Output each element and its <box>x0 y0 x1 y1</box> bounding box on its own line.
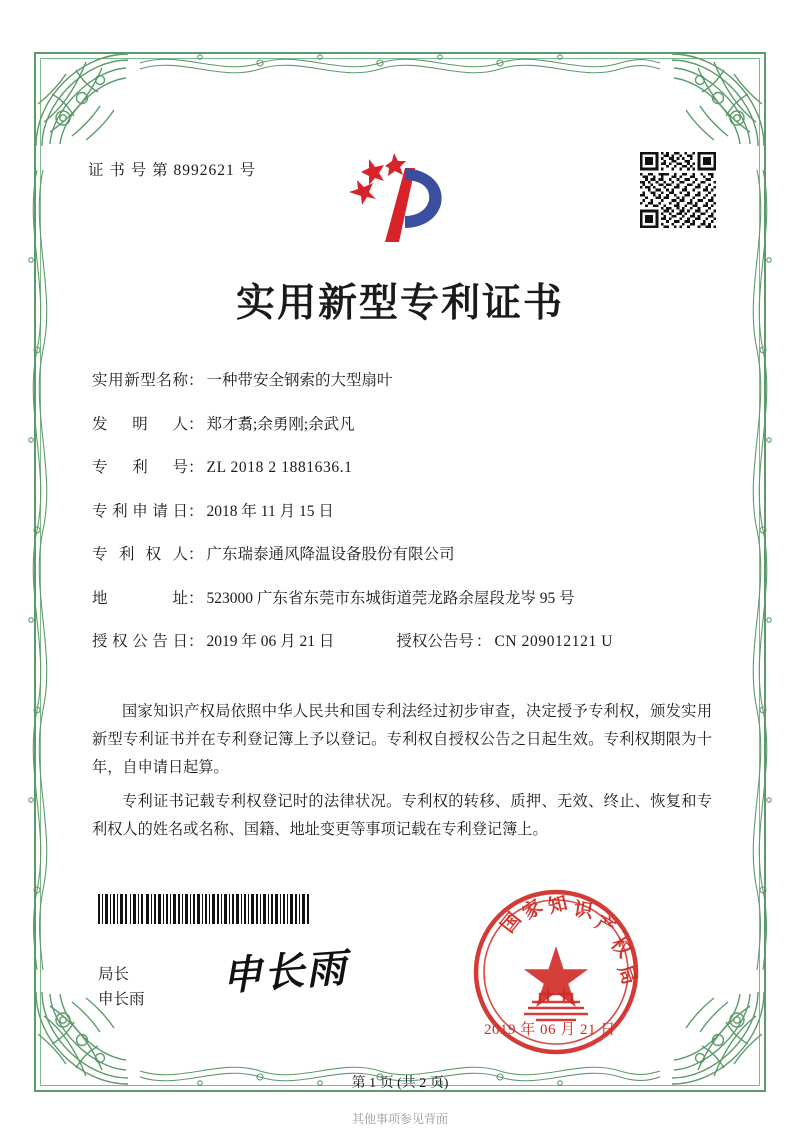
qr-code <box>640 152 716 228</box>
svg-text:局: 局 <box>613 962 641 988</box>
svg-text:权: 权 <box>606 933 636 962</box>
publication-number-value: CN 209012121 U <box>494 633 614 650</box>
field-colon: ： <box>188 633 204 650</box>
field-label: 实 用 新 型 名 称 <box>92 372 188 389</box>
publication-number-label: 授权公告号 <box>396 633 474 650</box>
field-list <box>92 368 712 673</box>
patentee-value: 广东瑞泰通风降温设备股份有限公司 <box>206 546 455 563</box>
application-date-value: 2018 年 11 月 15 日 <box>206 502 334 520</box>
svg-text:家: 家 <box>518 895 547 925</box>
field-colon: ： <box>188 546 204 563</box>
field-row-patent-number <box>92 455 712 477</box>
director-label: 局长 <box>98 966 130 983</box>
field-colon: ： <box>188 502 204 520</box>
svg-text:知: 知 <box>545 891 570 918</box>
page-number: 第 1 页 (共 2 页) <box>351 1076 449 1091</box>
field-label: 地 址 <box>92 589 188 607</box>
field-row-address <box>92 586 712 608</box>
legal-paragraph-1: 国家知识产权局依照中华人民共和国专利法经过初步审查，决定授予专利权，颁发实用新型专利证书并在专利登记簿上予以登记。专利权自授权公告之日起生效。专利权期限为十年，自申请日起算。 <box>92 703 712 776</box>
field-label: 专 利 号 <box>92 459 188 476</box>
field-colon: ： <box>188 372 204 389</box>
field-label: 专 利 申 请 日 <box>92 502 188 520</box>
director-name: 申长雨 <box>98 991 145 1008</box>
legal-paragraph-2: 专利证书记载专利权登记时的法律状况。专利权的转移、质押、无效、终止、恢复和专利权人的姓名或名称、国籍、地址变更等事项记载在专利登记簿上。 <box>92 793 712 838</box>
address-value: 523000 广东省东莞市东城街道莞龙路余屋段龙岑 95 号 <box>206 589 575 607</box>
field-row-patentee <box>92 542 712 564</box>
field-colon: ： <box>475 633 492 650</box>
inventor-value: 郑才翥;余勇刚;余武凡 <box>206 415 355 433</box>
field-row-grant-announcement <box>92 629 712 651</box>
field-label: 授 权 公 告 日 <box>92 633 188 650</box>
utility-model-name-value: 一种带安全钢索的大型扇叶 <box>206 372 393 389</box>
seal-date: 2019 年 06 月 21 日 <box>484 1022 616 1038</box>
patent-number-value: ZL 2018 2 1881636.1 <box>206 459 353 476</box>
cnipa-patent-logo-icon <box>345 150 455 250</box>
field-row-inventor <box>92 412 712 434</box>
page-title: 实用新型专利证书 <box>235 281 564 326</box>
field-label: 发 明 人 <box>92 415 188 433</box>
field-colon: ： <box>188 415 204 433</box>
grant-date-value: 2019 年 06 月 21 日 <box>206 633 335 650</box>
bottom-note: 其他事项参见背面 <box>351 1112 448 1126</box>
field-row-utility-model-name <box>92 368 712 390</box>
legal-text <box>92 698 712 850</box>
handwritten-signature: 申长雨 <box>220 944 350 1000</box>
field-colon: ： <box>188 459 204 476</box>
field-colon: ： <box>188 589 204 607</box>
field-row-application-date <box>92 499 712 521</box>
signature-block <box>98 962 145 1012</box>
svg-text:国: 国 <box>496 908 526 938</box>
svg-text:产: 产 <box>591 911 619 940</box>
certificate-number: 证 书 号 第 8992621 号 <box>88 162 257 179</box>
barcode <box>98 894 310 924</box>
svg-text:识: 识 <box>572 898 595 923</box>
field-label: 专 利 权 人 <box>92 546 188 563</box>
